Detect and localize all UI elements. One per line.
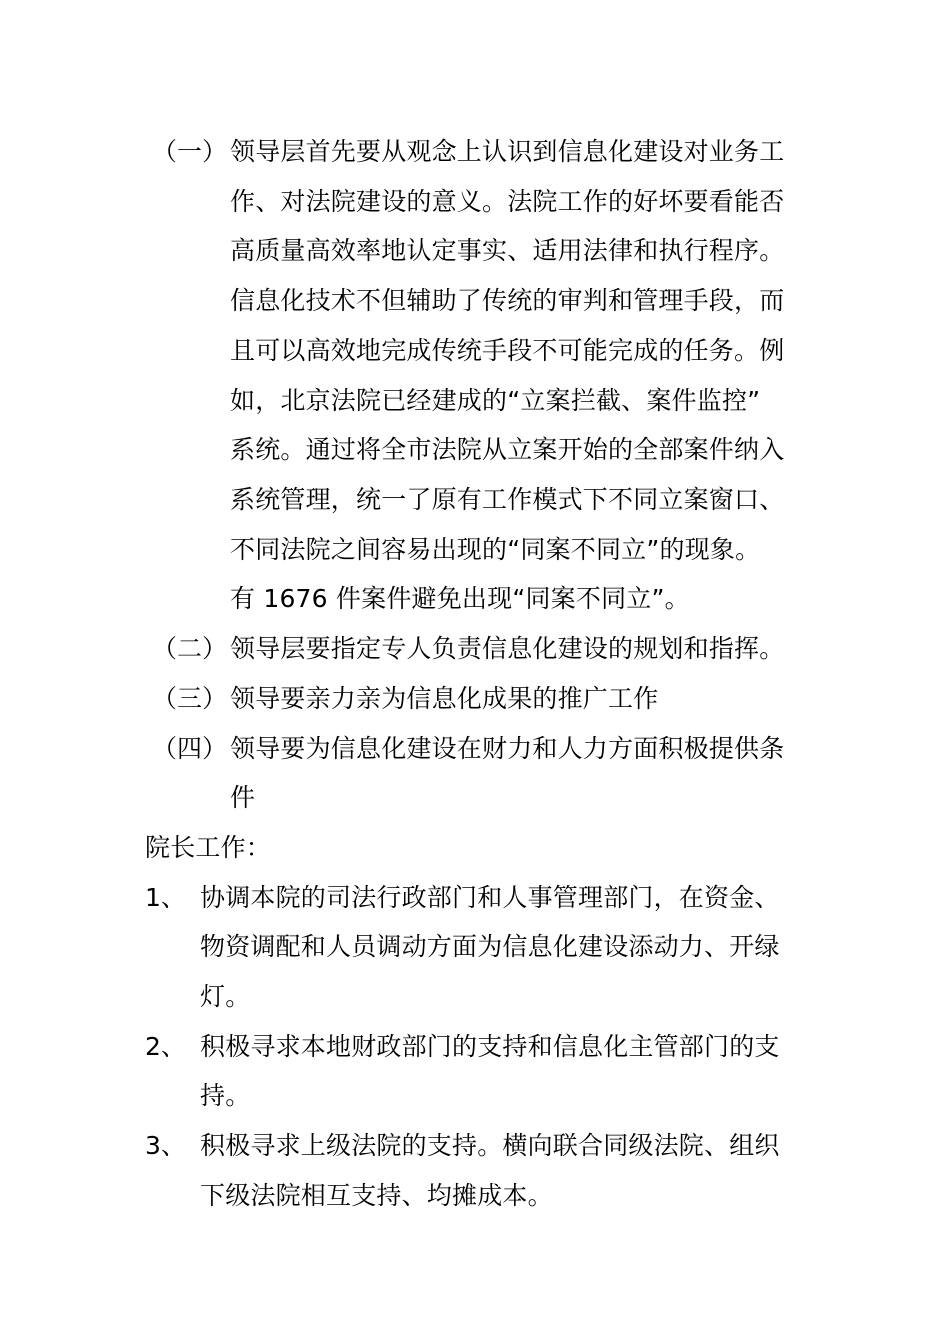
item-marker-2: 2、 [145,1032,186,1061]
section-1-line-2: 作、对法院建设的意义。法院工作的好坏要看能否 [230,187,785,216]
item-marker-3: 3、 [145,1131,186,1160]
item-3-line-1: 积极寻求上级法院的支持。横向联合同级法院、组织 [200,1131,780,1160]
section-1-line-10: 有 1676 件案件避免出现“同案不同立”。 [230,584,690,613]
item-2-line-1: 积极寻求本地财政部门的支持和信息化主管部门的支 [200,1032,780,1061]
section-marker-2: （二） [152,634,228,663]
section-2-line-1: 领导层要指定专人负责信息化建设的规划和指挥。 [230,634,785,663]
item-1-line-3: 灯。 [200,982,251,1011]
section-4-line-2: 件 [230,783,256,812]
section-1-line-6: 如，北京法院已经建成的“立案拦截、案件监控” [230,386,761,415]
section-marker-4: （四） [152,734,228,763]
item-marker-1: 1、 [145,883,186,912]
section-1-line-7: 系统。通过将全市法院从立案开始的全部案件纳入 [230,435,785,464]
section-4-line-1: 领导要为信息化建设在财力和人力方面积极提供条 [230,734,785,763]
section-1-line-4: 信息化技术不但辅助了传统的审判和管理手段，而 [230,286,785,315]
heading-president-work: 院长工作： [145,833,272,862]
section-1-line-5: 且可以高效地完成传统手段不可能完成的任务。例 [230,336,785,365]
item-1-line-1: 协调本院的司法行政部门和人事管理部门，在资金、 [200,883,780,912]
item-2-line-2: 持。 [200,1081,251,1110]
section-1-line-8: 系统管理，统一了原有工作模式下不同立案窗口、 [230,485,785,514]
section-3-line-1: 领导要亲力亲为信息化成果的推广工作 [230,684,659,713]
section-marker-3: （三） [152,684,228,713]
section-marker-1: （一） [152,137,228,166]
section-1-line-9: 不同法院之间容易出现的“同案不同立”的现象。 [230,535,761,564]
item-3-line-2: 下级法院相互支持、均摊成本。 [200,1181,553,1210]
item-1-line-2: 物资调配和人员调动方面为信息化建设添动力、开绿 [200,932,780,961]
section-1-line-1: 领导层首先要从观念上认识到信息化建设对业务工 [230,137,785,166]
section-1-line-3: 高质量高效率地认定事实、适用法律和执行程序。 [230,236,785,265]
